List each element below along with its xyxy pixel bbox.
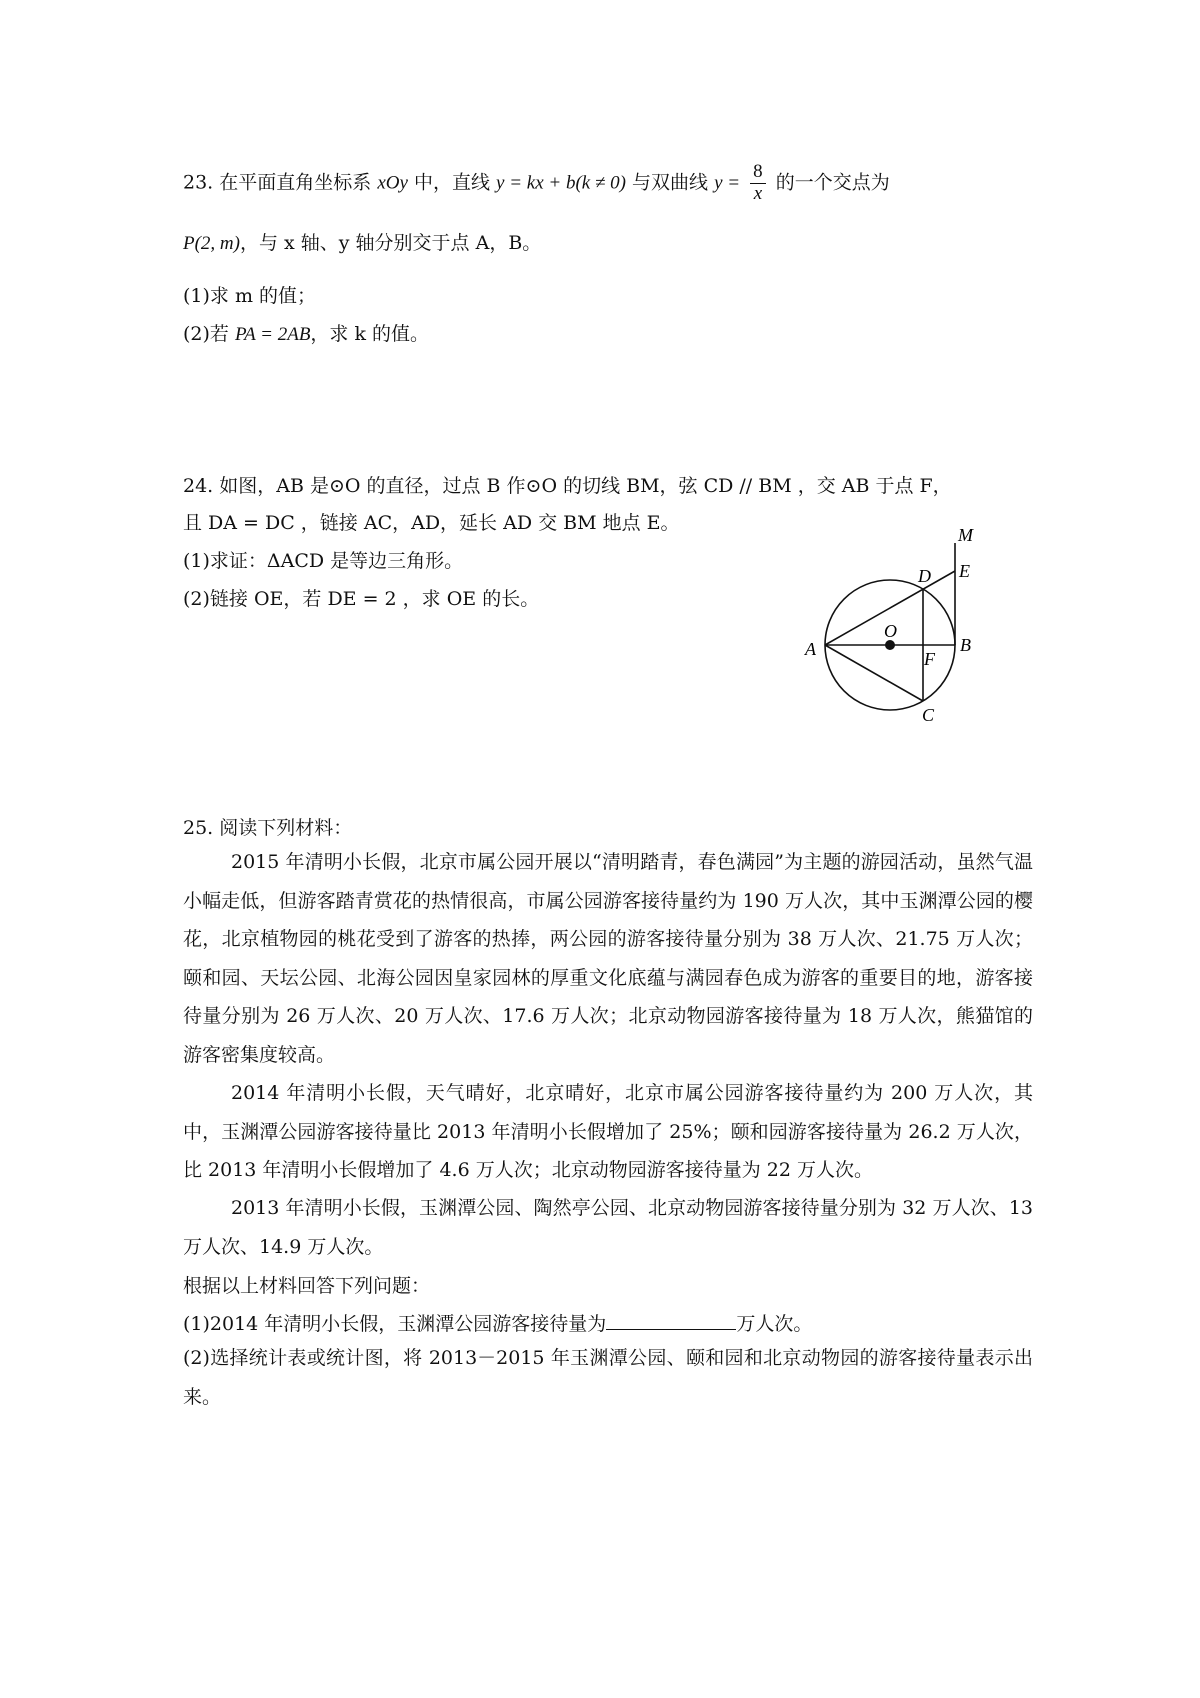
q25-paragraph-2014-text: 2014 年清明小长假，天气晴好，北京晴好，北京市属公园游客接待量约为 200 万人次，其中，玉渊潭公园游客接待量比 2013 年清明小长假增加了 25%；颐和园游客接待量为 26.2 万人次，比 2013 年清明小长假增加了 4.6 万人次；北京动物园游客接待量为 22 万人次。 <box>183 1082 1033 1181</box>
segment-ac <box>825 645 923 701</box>
q25-part1-prefix: (1)2014 年清明小长假，玉渊潭公园游客接待量为 <box>183 1313 607 1335</box>
q23-part1: (1)求 m 的值； <box>183 285 317 307</box>
q23-xoy: xOy <box>377 172 408 194</box>
q23-part2-prefix: (2)若 <box>183 323 229 345</box>
q23-part2-suffix: ，求 k 的值。 <box>310 323 430 345</box>
q23-point: P(2, m) <box>183 233 240 254</box>
q23-line-equation: y = kx + b(k ≠ 0) <box>496 172 626 194</box>
q25-title: 25. 阅读下列材料： <box>183 817 353 839</box>
q25-part2: (2)选择统计表或统计图，将 2013－2015 年玉渊潭公园、颐和园和北京动物园的游客接待量表示出来。 <box>183 1347 1033 1408</box>
q25-part1-suffix: 万人次。 <box>736 1313 813 1335</box>
q23-text-b: 中，直线 <box>413 171 490 194</box>
label-a: A <box>805 639 816 659</box>
q23-hyperbola-lhs: y = <box>714 172 741 194</box>
q23-text-a: 在平面直角坐标系 <box>219 171 372 194</box>
q25-paragraph-2013 <box>183 1189 1033 1266</box>
q25-prompt: 根据以上材料回答下列问题： <box>183 1275 431 1297</box>
label-d: D <box>918 566 931 586</box>
q23-part2-equation: PA = 2AB <box>234 324 311 345</box>
label-m: M <box>958 525 973 545</box>
center-point-o <box>885 640 895 650</box>
label-b: B <box>960 635 971 655</box>
q23-text-d: 的一个交点为 <box>775 171 890 194</box>
label-e: E <box>959 561 970 581</box>
q23-text-c: 与双曲线 <box>632 171 709 194</box>
q23-fraction-numerator: 8 <box>750 162 766 184</box>
label-o: O <box>884 621 897 641</box>
q23-fraction <box>750 162 766 205</box>
q24-line2: 且 DA = DC ，链接 AC，AD，延长 AD 交 BM 地点 E。 <box>183 512 680 534</box>
q24-geometry-figure <box>800 515 1000 735</box>
q25-paragraph-2014 <box>183 1074 1033 1190</box>
q23-fraction-denominator: x <box>753 182 763 204</box>
q25-paragraph-2015-text: 2015 年清明小长假，北京市属公园开展以“清明踏青，春色满园”为主题的游园活动，虽然气温小幅走低，但游客踏青赏花的热情很高，市属公园游客接待量约为 190 万人次，其中玉渊潭公园的樱花，北京植物园的桃花受到了游客的热捧，两公园的游客接待量分别为 38 万人次、21.75 万人次；颐和园、天坛公园、北海公园因皇家园林的厚重文化底蕴与满园春色成为游客的重要目的地，游客接待量分别为 26 万人次、20 万人次、17.6 万人次；北京动物园游客接待量为 18 万人次，熊猫馆的游客密集度较高。 <box>183 851 1033 1066</box>
q24-part1: (1)求证：ΔACD 是等边三角形。 <box>183 550 464 572</box>
q25-paragraph-2013-text: 2013 年清明小长假，玉渊潭公园、陶然亭公园、北京动物园游客接待量分别为 32 万人次、13 万人次、14.9 万人次。 <box>183 1197 1033 1258</box>
q24-line1: 24. 如图，AB 是⊙O 的直径，过点 B 作⊙O 的切线 BM，弦 CD // BM ，交 AB 于点 F， <box>183 475 952 497</box>
q23-line1 <box>183 162 890 205</box>
q24-part2: (2)链接 OE，若 DE = 2 ，求 OE 的长。 <box>183 588 540 610</box>
q23-line2-text: ，与 x 轴、y 轴分别交于点 A，B。 <box>239 232 542 254</box>
q23-number: 23. <box>183 171 214 194</box>
q25-paragraph-2015 <box>183 843 1033 1074</box>
q23-line2 <box>183 228 541 255</box>
label-f: F <box>924 649 935 669</box>
label-c: C <box>922 705 935 725</box>
q25-part1 <box>183 1309 812 1336</box>
q25-answer-blank[interactable] <box>606 1311 736 1330</box>
q23-part2 <box>183 319 429 346</box>
